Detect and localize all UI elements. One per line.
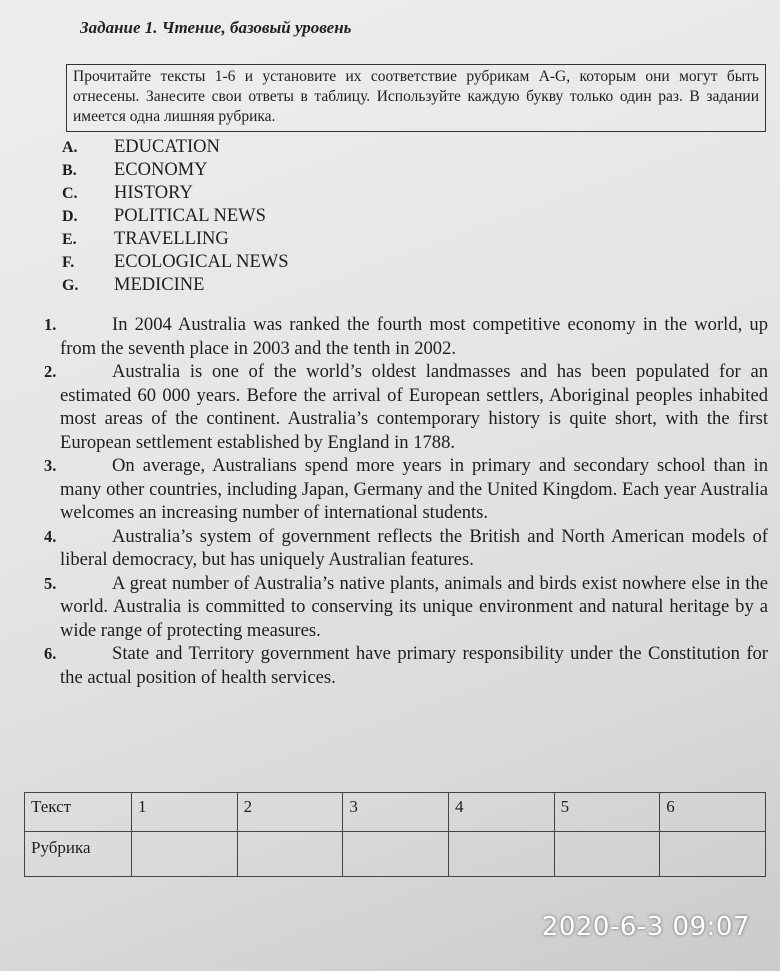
column-header: 5 <box>554 793 660 832</box>
column-header: 3 <box>343 793 449 832</box>
text-number: 2. <box>44 362 57 381</box>
rubric-list <box>62 136 289 297</box>
text-number: 3. <box>44 456 57 475</box>
text-body: In 2004 Australia was ranked the fourth most competitive economy in the world, up from the seventh place in 2003 and the tenth in 2002. <box>60 314 768 359</box>
text-body: Australia is one of the world’s oldest landmasses and has been populated for an estimated 60 000 years. Before the arrival of European settlers, Aboriginal peoples inhabited most areas of the continent. Australia’s contemporary history is quite short, with the first European settlement established by England in 1788. <box>60 361 768 453</box>
rubric-item <box>62 182 289 205</box>
rubric-name: EDUCATION <box>114 137 220 157</box>
rubric-letter: G. <box>62 277 79 294</box>
rubric-letter: D. <box>62 208 78 225</box>
column-header: 1 <box>132 793 238 832</box>
answer-cell[interactable] <box>343 832 449 877</box>
column-header: 6 <box>660 793 766 832</box>
rubric-item <box>62 228 289 251</box>
text-body: Australia’s system of government reflects the British and North American models of liberal democracy, but has uniquely Australian features. <box>60 525 768 570</box>
row-label-rubric: Рубрика <box>25 832 132 877</box>
photo-timestamp: 2020-6-3 09:07 <box>541 912 750 942</box>
answer-cell[interactable] <box>554 832 660 877</box>
column-header: 4 <box>448 793 554 832</box>
row-label-text: Текст <box>25 793 132 832</box>
rubric-letter: C. <box>62 185 78 202</box>
rubric-letter: B. <box>62 162 77 179</box>
rubric-item <box>62 205 289 228</box>
text-number: 4. <box>44 526 57 546</box>
rubric-name: POLITICAL NEWS <box>114 206 266 226</box>
answer-cell[interactable] <box>237 832 343 877</box>
text-list <box>44 313 768 689</box>
instruction-box: Прочитайте тексты 1-6 и установите их соответствие рубрикам A-G, которым они могут быть отнесены. Занесите свои ответы в таблицу. Используйте каждую букву только один раз. В задании имеется одна лишняя рубрика. <box>66 64 766 132</box>
text-item <box>44 642 768 689</box>
rubric-item <box>62 251 289 274</box>
text-item <box>44 313 768 360</box>
text-item <box>44 454 768 525</box>
text-number: 1. <box>44 315 57 334</box>
column-header: 2 <box>237 793 343 832</box>
text-body: State and Territory government have primary responsibility under the Constitution for the actual position of health services. <box>60 643 768 688</box>
text-body: A great number of Australia’s native plants, animals and birds exist nowhere else in the world. Australia is committed to conserving its unique environment and natural heritage by a wide range of protecting measures. <box>60 572 768 641</box>
rubric-name: MEDICINE <box>114 275 205 295</box>
rubric-letter: E. <box>62 231 77 248</box>
text-item <box>44 360 768 454</box>
rubric-name: TRAVELLING <box>114 229 229 249</box>
rubric-name: HISTORY <box>114 183 193 203</box>
rubric-name: ECOLOGICAL NEWS <box>114 252 289 272</box>
rubric-letter: A. <box>62 139 78 156</box>
answer-table <box>24 792 766 877</box>
text-body: On average, Australians spend more years in primary and secondary school than in many other countries, including Japan, Germany and the United Kingdom. Each year Australia welcomes an increasing number of international students. <box>60 455 768 523</box>
text-number: 6. <box>44 644 57 663</box>
table-row <box>25 793 766 832</box>
text-item <box>44 572 768 643</box>
rubric-name: ECONOMY <box>114 160 208 180</box>
table-row <box>25 832 766 877</box>
rubric-item <box>62 136 289 159</box>
answer-cell[interactable] <box>448 832 554 877</box>
text-number: 5. <box>44 573 57 593</box>
rubric-item <box>62 159 289 182</box>
rubric-letter: F. <box>62 254 75 271</box>
rubric-item <box>62 274 289 297</box>
answer-cell[interactable] <box>660 832 766 877</box>
text-item <box>44 525 768 572</box>
page-title: Задание 1. Чтение, базовый уровень <box>80 18 352 37</box>
answer-cell[interactable] <box>132 832 238 877</box>
